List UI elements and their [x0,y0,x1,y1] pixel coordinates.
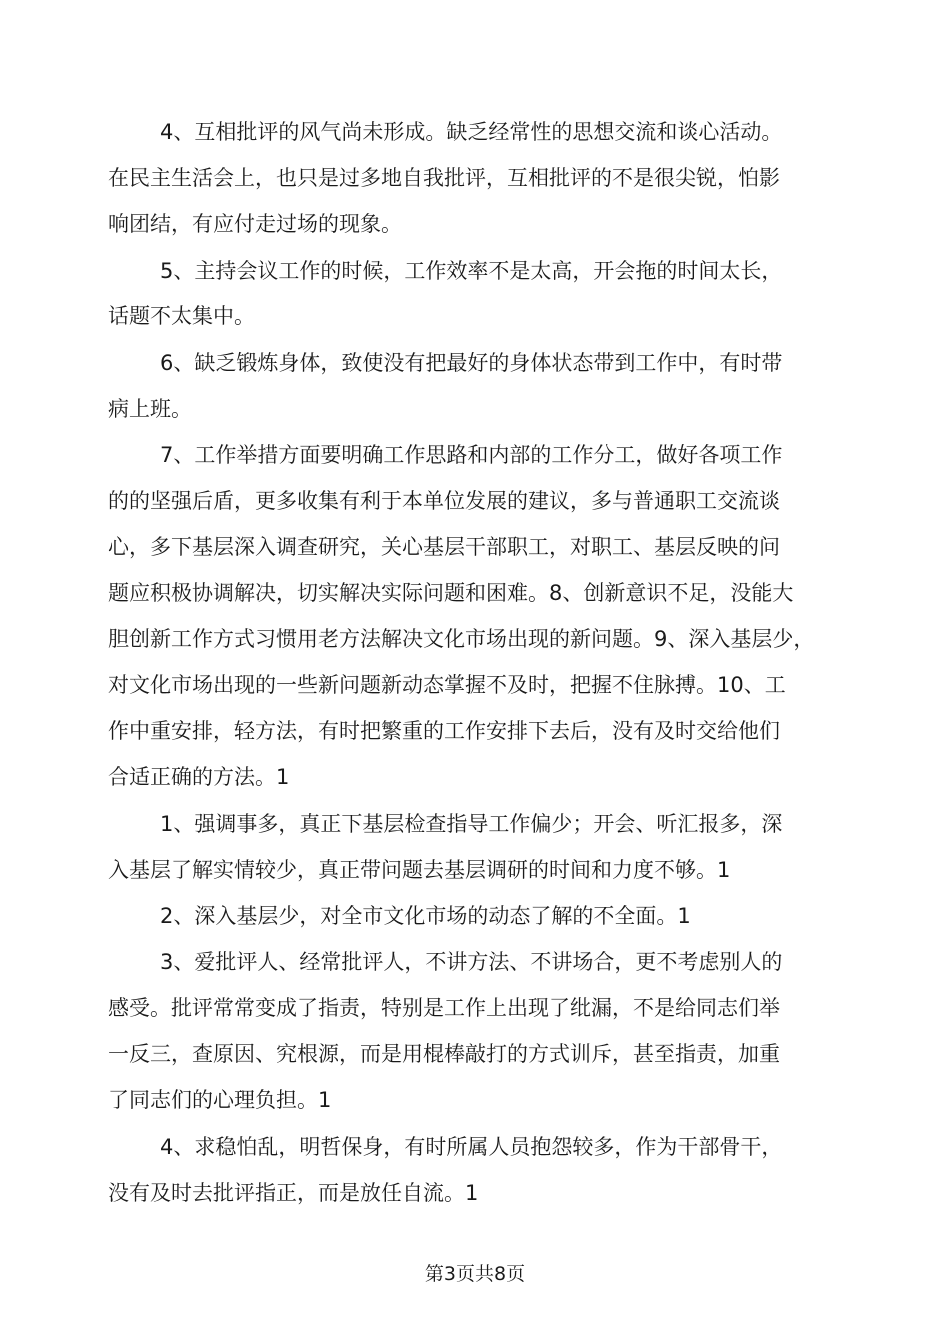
text-line: 入基层了解实情较少，真正带问题去基层调研的时间和力度不够。1 [108,858,731,882]
text-line: 一反三，查原因、究根源，而是用棍棒敲打的方式训斥，甚至指责，加重 [108,1042,780,1066]
text-line: 4、求稳怕乱，明哲保身，有时所属人员抱怨较多，作为干部骨干， [160,1135,783,1159]
text-line: 病上班。 [108,397,192,421]
text-line: 7、工作举措方面要明确工作思路和内部的工作分工，做好各项工作 [160,443,783,467]
page-number: 第3页共8页 [424,1263,526,1285]
text-line: 心，多下基层深入调查研究，关心基层干部职工，对职工、基层反映的问 [108,535,780,559]
text-line: 1、强调事多，真正下基层检查指导工作偏少；开会、听汇报多，深 [160,812,783,836]
text-line: 的的坚强后盾，更多收集有利于本单位发展的建议，多与普通职工交流谈 [108,489,780,513]
text-line: 6、缺乏锻炼身体，致使没有把最好的身体状态带到工作中，有时带 [160,351,783,375]
text-line: 题应积极协调解决，切实解决实际问题和困难。8、创新意识不足，没能大 [108,581,794,605]
text-line: 感受。批评常常变成了指责，特别是工作上出现了纰漏，不是给同志们举 [108,996,780,1020]
text-line: 对文化市场出现的一些新问题新动态掌握不及时，把握不住脉搏。10、工 [108,673,786,697]
text-line: 了同志们的心理负担。1 [108,1088,332,1112]
text-line: 2、深入基层少，对全市文化市场的动态了解的不全面。1 [160,904,691,928]
text-line: 3、爱批评人、经常批评人，不讲方法、不讲场合，更不考虑别人的 [160,950,783,974]
text-line: 响团结，有应付走过场的现象。 [108,212,402,236]
text-line: 5、主持会议工作的时候，工作效率不是太高，开会拖的时间太长， [160,259,783,283]
text-line: 作中重安排，轻方法，有时把繁重的工作安排下去后，没有及时交给他们 [108,719,780,743]
text-line: 在民主生活会上，也只是过多地自我批评，互相批评的不是很尖锐，怕影 [108,166,780,190]
text-line: 没有及时去批评指正，而是放任自流。1 [108,1181,479,1205]
text-line: 胆创新工作方式习惯用老方法解决文化市场出现的新问题。9、深入基层少， [108,627,815,651]
text-line: 合适正确的方法。1 [108,765,290,789]
text-line: 话题不太集中。 [108,304,255,328]
text-line: 4、互相批评的风气尚未形成。缺乏经常性的思想交流和谈心活动。 [160,120,783,144]
